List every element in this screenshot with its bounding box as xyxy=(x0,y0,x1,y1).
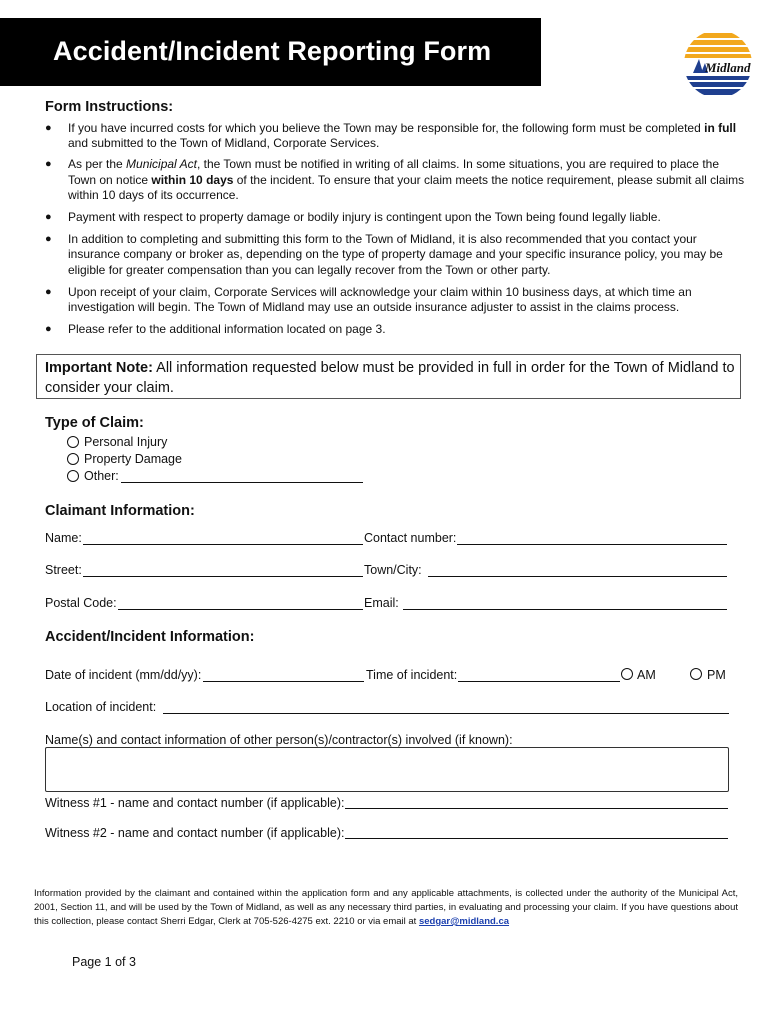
property-damage-radio[interactable] xyxy=(67,453,79,465)
email-field[interactable] xyxy=(403,609,727,610)
pm-label: PM xyxy=(707,668,726,682)
postal-code-field[interactable] xyxy=(118,609,363,610)
logo-wordmark: Midland xyxy=(705,60,751,75)
privacy-notice: Information provided by the claimant and contained within the application form and any applicable attachments, is collected under the authority of the Municipal Act, 2001, Section 11, and will be used by the Town of Midland, as well as any necessary third parties, in evaluating and processing your claim. If you have questions about this collection, please contact Sherri Edgar, Clerk at 705-526-4275 ext. 2210 or via email at sedgar@midland.ca xyxy=(34,888,738,927)
time-label: Time of incident: xyxy=(366,668,458,682)
witness-1-field[interactable] xyxy=(345,808,728,809)
witness-2-field[interactable] xyxy=(345,838,728,839)
time-field[interactable] xyxy=(458,681,620,682)
involved-label: Name(s) and contact information of other person(s)/contractor(s) involved (if known): xyxy=(45,733,513,747)
page-number: Page 1 of 3 xyxy=(72,955,136,969)
name-label: Name: xyxy=(45,531,82,545)
other-claim-field[interactable] xyxy=(121,482,363,483)
claimant-heading: Claimant Information: xyxy=(45,503,195,519)
other-claim-label: Other: xyxy=(84,469,119,483)
street-label: Street: xyxy=(45,563,82,577)
bullet-icon: ● xyxy=(45,233,52,246)
town-city-label: Town/City: xyxy=(364,563,422,577)
location-label: Location of incident: xyxy=(45,700,157,714)
bullet-icon: ● xyxy=(45,323,52,336)
am-radio[interactable] xyxy=(621,668,633,680)
witness-2-label: Witness #2 - name and contact number (if applicable): xyxy=(45,826,345,840)
instructions-heading: Form Instructions: xyxy=(45,99,174,115)
list-item: ● Please refer to the additional information located on page 3. xyxy=(45,322,386,337)
list-item: ● As per the Municipal Act, the Town must be notified in writing of all claims. In some situations, you are required to place the Town on notice within 10 days of the incident. To ensure that your claim meets the notice requirement, please submit all claims within 10 days of its occurrence. xyxy=(45,157,745,202)
list-item: ● Payment with respect to property damage or bodily injury is contingent upon the Town being found legally liable. xyxy=(45,210,661,225)
personal-injury-label: Personal Injury xyxy=(84,435,168,449)
personal-injury-radio[interactable] xyxy=(67,436,79,448)
pm-radio[interactable] xyxy=(690,668,702,680)
bullet-icon: ● xyxy=(45,285,52,298)
bullet-icon: ● xyxy=(45,122,52,134)
instructions-list xyxy=(45,121,745,337)
involved-field[interactable] xyxy=(45,747,729,792)
name-field[interactable] xyxy=(83,544,363,545)
email-label: Email: xyxy=(364,596,399,610)
contact-number-label: Contact number: xyxy=(364,531,457,545)
contact-number-field[interactable] xyxy=(457,544,727,545)
claim-type-heading: Type of Claim: xyxy=(45,415,144,431)
date-field[interactable] xyxy=(203,681,364,682)
important-note: Important Note: All information requested below must be provided in full in order for the Town of Midland to consider your claim. xyxy=(45,360,735,396)
location-field[interactable] xyxy=(163,713,729,714)
date-label: Date of incident (mm/dd/yy): xyxy=(45,668,202,682)
town-city-field[interactable] xyxy=(428,576,727,577)
list-item: ● If you have incurred costs for which you believe the Town may be responsible for, the following form must be completed in full and submitted to the Town of Midland, Corporate Services. xyxy=(45,121,737,151)
postal-code-label: Postal Code: xyxy=(45,596,117,610)
list-item: ● Upon receipt of your claim, Corporate Services will acknowledge your claim within 10 business days, at which time an investigation will begin. The Town of Midland may use an outside insurance adjuster to assist in the claims process. xyxy=(45,284,692,315)
other-claim-radio[interactable] xyxy=(67,470,79,482)
property-damage-label: Property Damage xyxy=(84,452,182,466)
midland-logo xyxy=(683,29,753,99)
am-label: AM xyxy=(637,668,656,682)
street-field[interactable] xyxy=(83,576,363,577)
form-title: Accident/Incident Reporting Form xyxy=(53,36,492,66)
incident-heading: Accident/Incident Information: xyxy=(45,629,255,645)
witness-1-label: Witness #1 - name and contact number (if applicable): xyxy=(45,796,345,810)
bullet-icon: ● xyxy=(45,158,52,171)
clerk-email-link[interactable]: sedgar@midland.ca xyxy=(418,916,510,927)
list-item: ● In addition to completing and submitting this form to the Town of Midland, it is also recommended that you contact your insurance company or broker as, depending on the type of property damage and your specific insurance policy, you may be eligible for greater compensation than you can legally recover from the Town or other party. xyxy=(45,232,723,277)
bullet-icon: ● xyxy=(45,211,52,224)
